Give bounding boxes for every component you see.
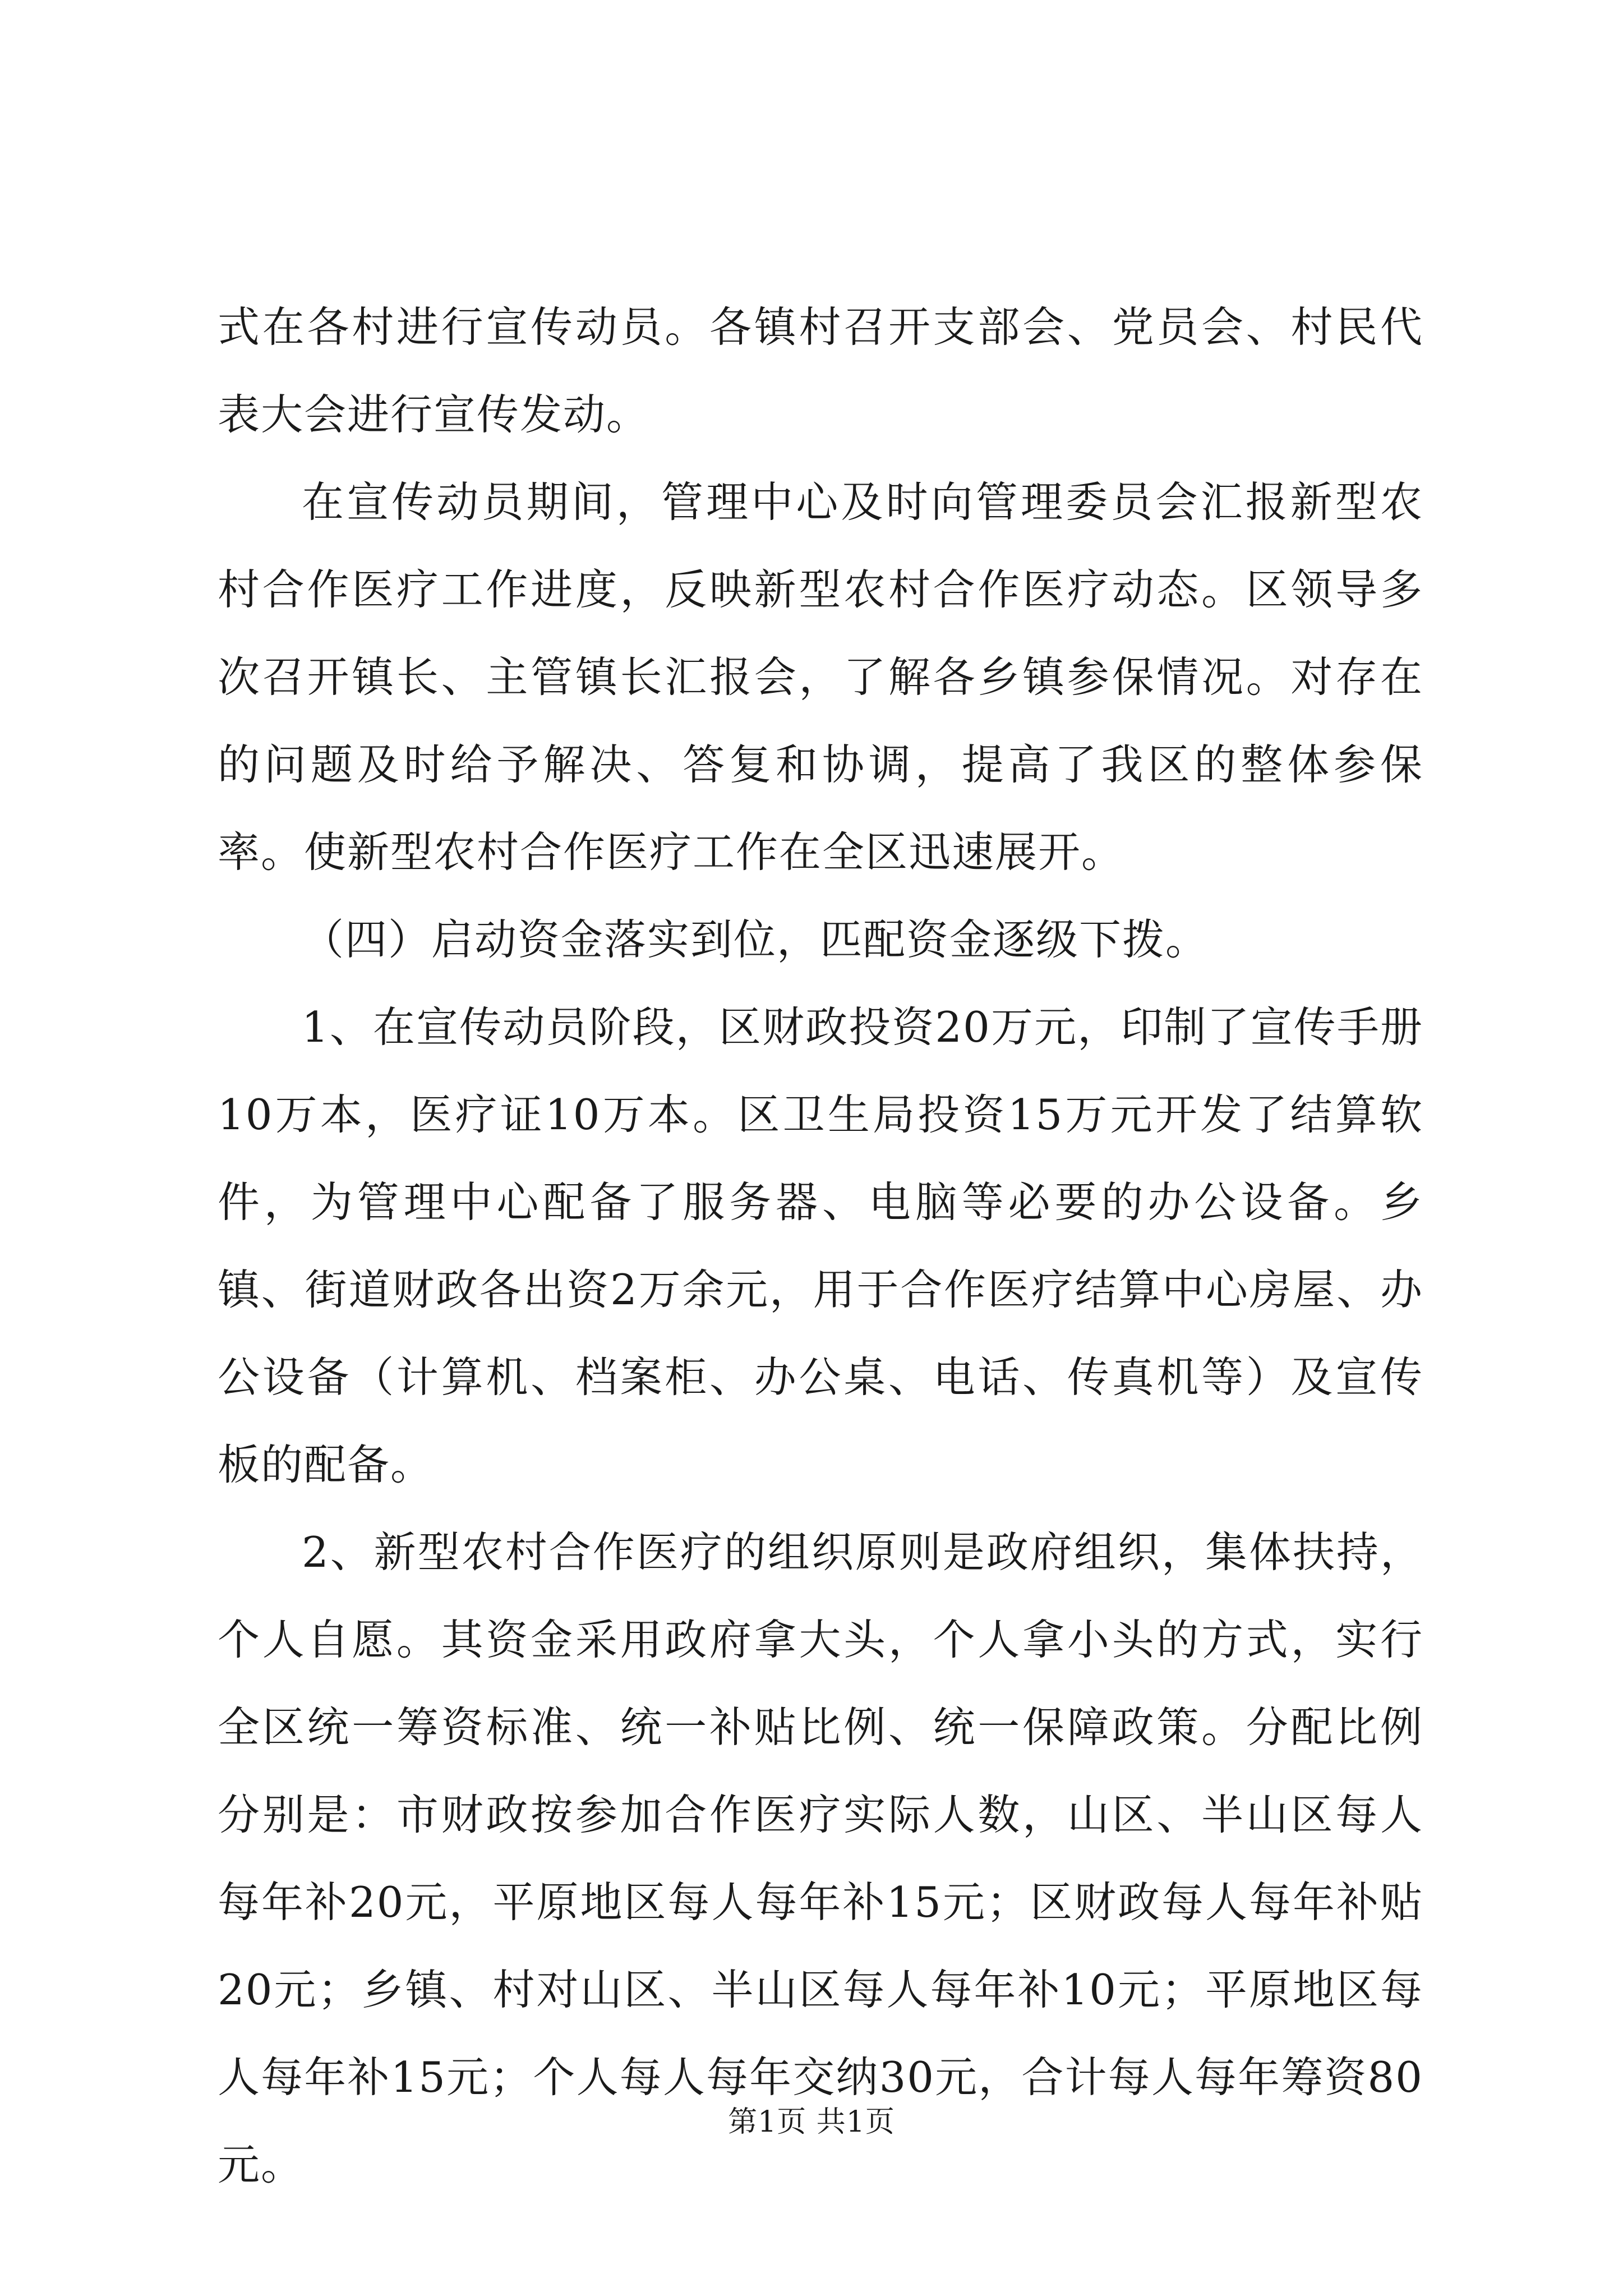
paragraph-publicity: 在宣传动员期间，管理中心及时向管理委员会汇报新型农村合作医疗工作进度，反映新型农村合作医疗动态。区领导多次召开镇长、主管镇长汇报会，了解各乡镇参保情况。对存在的问题及时给予解决、答复和协调，提高了我区的整体参保率。使新型农村合作医疗工作在全区迅速展开。 — [218, 477, 1423, 877]
document-body — [218, 283, 1423, 2208]
paragraph-item-2: 2、新型农村合作医疗的组织原则是政府组织，集体扶持，个人自愿。其资金采用政府拿大头，个人拿小头的方式，实行全区统一筹资标准、统一补贴比例、统一保障政策。分配比例分别是：市财政按参加合作医疗实际人数，山区、半山区每人每年补20元，平原地区每人每年补15元；区财政每人每年补贴20元；乡镇、村对山区、半山区每人每年补10元；平原地区每人每年补15元；个人每人每年交纳30元，合计每人每年筹资80元。 — [218, 1527, 1423, 2189]
paragraph-item-1: 1、在宣传动员阶段，区财政投资20万元，印制了宣传手册10万本，医疗证10万本。区卫生局投资15万元开发了结算软件，为管理中心配备了服务器、电脑等必要的办公设备。乡镇、街道财政各出资2万余元，用于合作医疗结算中心房屋、办公设备（计算机、档案柜、办公桌、电话、传真机等）及宣传板的配备。 — [218, 1002, 1423, 1489]
paragraph-continuation: 式在各村进行宣传动员。各镇村召开支部会、党员会、村民代表大会进行宣传发动。 — [218, 302, 1423, 439]
section-heading-funding: （四）启动资金落实到位，匹配资金逐级下拨。 — [302, 915, 1209, 964]
page-footer: 第1页 共1页 — [728, 2105, 895, 2139]
